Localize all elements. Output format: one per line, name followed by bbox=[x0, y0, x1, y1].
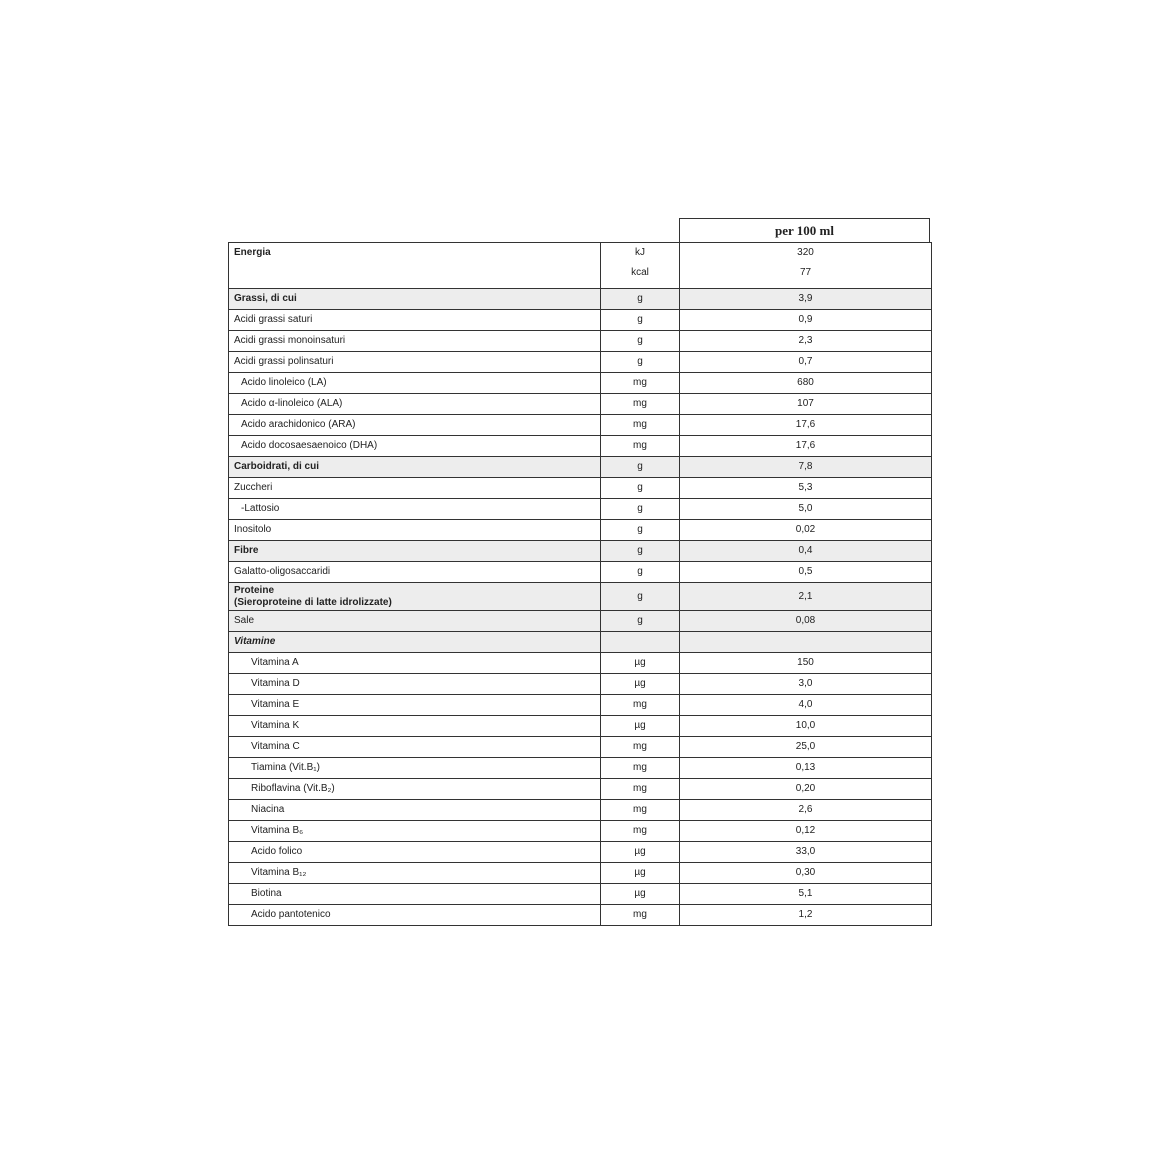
table-row bbox=[229, 632, 932, 653]
row-value: 10,0 bbox=[680, 716, 932, 737]
row-label bbox=[229, 457, 601, 478]
table-row bbox=[229, 674, 932, 695]
row-value: 0,13 bbox=[680, 758, 932, 779]
row-label bbox=[229, 779, 601, 800]
row-label-text: Vitamina K bbox=[251, 720, 300, 731]
table-row bbox=[229, 436, 932, 457]
table-row bbox=[229, 331, 932, 352]
row-label bbox=[229, 415, 601, 436]
row-value: 107 bbox=[680, 394, 932, 415]
row-label: Energia bbox=[229, 243, 601, 289]
row-value: 0,20 bbox=[680, 779, 932, 800]
row-value: 5,1 bbox=[680, 884, 932, 905]
row-value: 25,0 bbox=[680, 737, 932, 758]
row-unit: g bbox=[601, 499, 680, 520]
table-row bbox=[229, 373, 932, 394]
row-label bbox=[229, 695, 601, 716]
row-unit: µg bbox=[601, 653, 680, 674]
row-label-text: Vitamine bbox=[234, 636, 276, 647]
row-value: 3,9 bbox=[680, 289, 932, 310]
row-value: 0,9 bbox=[680, 310, 932, 331]
row-label bbox=[229, 436, 601, 457]
row-label bbox=[229, 289, 601, 310]
row-label bbox=[229, 352, 601, 373]
row-label bbox=[229, 478, 601, 499]
row-value: 7,8 bbox=[680, 457, 932, 478]
unit-kj: kJ bbox=[635, 247, 645, 258]
row-unit: mg bbox=[601, 373, 680, 394]
row-unit: mg bbox=[601, 758, 680, 779]
table-row-energy bbox=[229, 243, 932, 289]
row-label-text: Vitamina D bbox=[251, 678, 300, 689]
row-unit: µg bbox=[601, 716, 680, 737]
row-label bbox=[229, 821, 601, 842]
table-row bbox=[229, 289, 932, 310]
table-row bbox=[229, 541, 932, 562]
row-label-text: Galatto-oligosaccaridi bbox=[234, 566, 331, 577]
table-row bbox=[229, 562, 932, 583]
table-row bbox=[229, 457, 932, 478]
row-label-text: Proteine bbox=[234, 584, 275, 596]
table-row bbox=[229, 905, 932, 926]
row-label-text: Acidi grassi polinsaturi bbox=[234, 356, 334, 367]
row-unit: g bbox=[601, 583, 680, 611]
row-value: 0,5 bbox=[680, 562, 932, 583]
row-unit: g bbox=[601, 310, 680, 331]
row-value: 0,30 bbox=[680, 863, 932, 884]
row-label bbox=[229, 632, 601, 653]
table-row bbox=[229, 800, 932, 821]
row-label bbox=[229, 674, 601, 695]
row-label bbox=[229, 905, 601, 926]
row-unit: g bbox=[601, 352, 680, 373]
row-label-text: Vitamina B₆ bbox=[251, 825, 304, 836]
row-label bbox=[229, 331, 601, 352]
row-label-text: Biotina bbox=[251, 888, 282, 899]
row-value bbox=[680, 632, 932, 653]
row-unit: mg bbox=[601, 415, 680, 436]
row-label-text: Acido docosaesaenoico (DHA) bbox=[241, 440, 378, 451]
row-value: 0,12 bbox=[680, 821, 932, 842]
row-unit: g bbox=[601, 478, 680, 499]
table-row bbox=[229, 821, 932, 842]
row-label-text: -Lattosio bbox=[241, 503, 280, 514]
row-unit: g bbox=[601, 541, 680, 562]
row-label-text: Acido α-linoleico (ALA) bbox=[241, 398, 343, 409]
row-label-text: Acido folico bbox=[251, 846, 303, 857]
row-value: 5,0 bbox=[680, 499, 932, 520]
row-label bbox=[229, 562, 601, 583]
table-row bbox=[229, 415, 932, 436]
row-value: 5,3 bbox=[680, 478, 932, 499]
row-label-text: Sale bbox=[234, 615, 255, 626]
row-value: 0,02 bbox=[680, 520, 932, 541]
table-row bbox=[229, 695, 932, 716]
row-label-text: Acidi grassi saturi bbox=[234, 314, 313, 325]
row-unit: mg bbox=[601, 905, 680, 926]
table-row bbox=[229, 779, 932, 800]
row-value: 0,7 bbox=[680, 352, 932, 373]
row-label-text: Grassi, di cui bbox=[234, 293, 297, 304]
row-value: 17,6 bbox=[680, 415, 932, 436]
row-label bbox=[229, 310, 601, 331]
row-unit: g bbox=[601, 289, 680, 310]
table-row bbox=[229, 716, 932, 737]
row-label bbox=[229, 583, 601, 611]
row-unit: g bbox=[601, 457, 680, 478]
row-label bbox=[229, 884, 601, 905]
table-row bbox=[229, 478, 932, 499]
row-unit: g bbox=[601, 331, 680, 352]
table-row bbox=[229, 842, 932, 863]
row-label-text: Acido linoleico (LA) bbox=[241, 377, 327, 388]
unit-kcal: kcal bbox=[631, 267, 649, 278]
row-label-text: Vitamina A bbox=[251, 657, 299, 668]
row-label-text: Acido arachidonico (ARA) bbox=[241, 419, 356, 430]
row-value bbox=[680, 243, 932, 289]
row-unit: mg bbox=[601, 695, 680, 716]
row-value: 17,6 bbox=[680, 436, 932, 457]
row-label-text: Inositolo bbox=[234, 524, 272, 535]
table-row bbox=[229, 653, 932, 674]
value-kcal: 77 bbox=[799, 267, 812, 278]
row-label bbox=[229, 394, 601, 415]
row-label bbox=[229, 716, 601, 737]
table-row bbox=[229, 737, 932, 758]
row-label-text: Tiamina (Vit.B₁) bbox=[251, 762, 320, 773]
table-row bbox=[229, 758, 932, 779]
row-value: 150 bbox=[680, 653, 932, 674]
row-unit: µg bbox=[601, 842, 680, 863]
row-label bbox=[229, 499, 601, 520]
row-unit: µg bbox=[601, 863, 680, 884]
row-value: 2,1 bbox=[680, 583, 932, 611]
row-label bbox=[229, 758, 601, 779]
row-label bbox=[229, 520, 601, 541]
row-unit: mg bbox=[601, 800, 680, 821]
table-row bbox=[229, 352, 932, 373]
row-label-text: Niacina bbox=[251, 804, 285, 815]
row-unit: mg bbox=[601, 394, 680, 415]
row-value: 33,0 bbox=[680, 842, 932, 863]
row-label bbox=[229, 541, 601, 562]
table-row bbox=[229, 611, 932, 632]
row-value: 4,0 bbox=[680, 695, 932, 716]
row-label bbox=[229, 842, 601, 863]
row-unit: mg bbox=[601, 821, 680, 842]
row-label bbox=[229, 863, 601, 884]
table-row bbox=[229, 863, 932, 884]
table-row bbox=[229, 583, 932, 611]
value-kj: 320 bbox=[797, 247, 814, 258]
row-unit bbox=[601, 632, 680, 653]
row-label bbox=[229, 800, 601, 821]
column-header-per-100ml: per 100 ml bbox=[679, 218, 930, 242]
row-unit: g bbox=[601, 562, 680, 583]
row-label-subtext: (Sieroproteine di latte idrolizzate) bbox=[234, 596, 392, 608]
row-unit: mg bbox=[601, 737, 680, 758]
row-label bbox=[229, 611, 601, 632]
row-label-text: Acidi grassi monoinsaturi bbox=[234, 335, 346, 346]
row-value: 3,0 bbox=[680, 674, 932, 695]
row-value: 680 bbox=[680, 373, 932, 394]
table-row bbox=[229, 394, 932, 415]
table-row bbox=[229, 520, 932, 541]
row-unit: µg bbox=[601, 674, 680, 695]
table-row bbox=[229, 310, 932, 331]
row-value: 2,6 bbox=[680, 800, 932, 821]
row-label-text: Vitamina E bbox=[251, 699, 300, 710]
row-label-text: Riboflavina (Vit.B₂) bbox=[251, 783, 335, 794]
row-label bbox=[229, 737, 601, 758]
row-unit: mg bbox=[601, 436, 680, 457]
row-label-text: Zuccheri bbox=[234, 482, 273, 493]
row-value: 0,4 bbox=[680, 541, 932, 562]
row-label-text: Fibre bbox=[234, 545, 259, 556]
row-label-text: Acido pantotenico bbox=[251, 909, 331, 920]
table-row bbox=[229, 499, 932, 520]
row-value: 2,3 bbox=[680, 331, 932, 352]
row-label-text: Vitamina C bbox=[251, 741, 300, 752]
row-unit: mg bbox=[601, 779, 680, 800]
row-value: 1,2 bbox=[680, 905, 932, 926]
row-unit: g bbox=[601, 520, 680, 541]
row-value: 0,08 bbox=[680, 611, 932, 632]
row-label bbox=[229, 373, 601, 394]
table-row bbox=[229, 884, 932, 905]
nutrition-table bbox=[228, 242, 932, 926]
row-unit: g bbox=[601, 611, 680, 632]
row-label-text: Carboidrati, di cui bbox=[234, 461, 320, 472]
row-unit bbox=[601, 243, 680, 289]
row-unit: µg bbox=[601, 884, 680, 905]
row-label bbox=[229, 653, 601, 674]
row-label-text: Vitamina B₁₂ bbox=[251, 867, 307, 878]
